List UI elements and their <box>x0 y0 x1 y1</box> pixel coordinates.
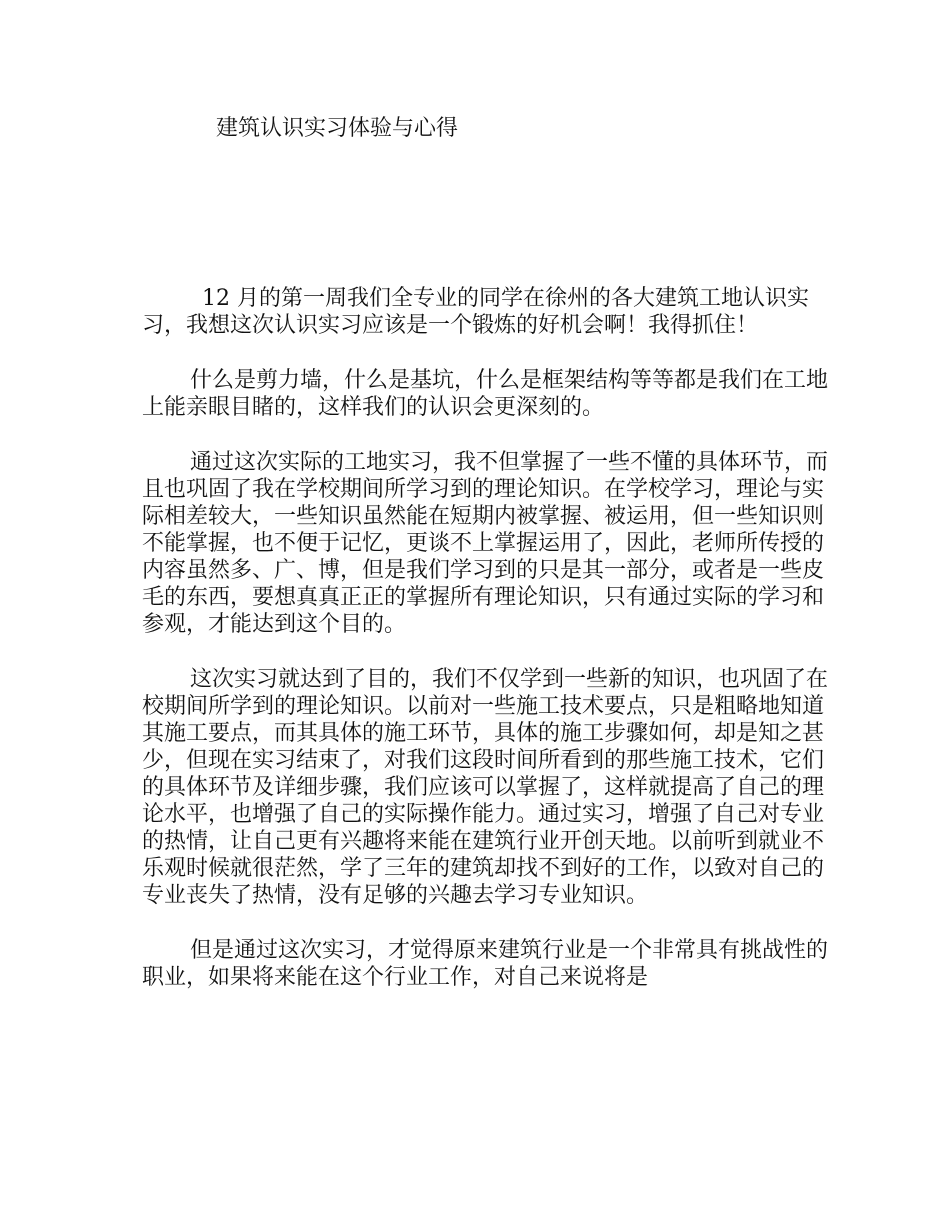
paragraph-5: 但是通过这次实习，才觉得原来建筑行业是一个非常具有挑战性的职业，如果将来能在这个行业工作，对自己来说将是 <box>142 938 829 990</box>
paragraph-4: 这次实习就达到了目的，我们不仅学到一些新的知识，也巩固了在校期间所学到的理论知识。以前对一些施工技术要点，只是粗略地知道其施工要点，而其具体的施工环节，具体的施工步骤如何，却是知之甚少，但现在实习结束了，对我们这段时间所看到的那些施工技术，它们的具体环节及详细步骤，我们应该可以掌握了，这样就提高了自己的理论水平，也增强了自己的实际操作能力。通过实习，增强了自己对专业的热情，让自己更有兴趣将来能在建筑行业开创天地。以前听到就业不乐观时候就很茫然，学了三年的建筑却找不到好的工作，以致对自己的专业丧失了热情，没有足够的兴趣去学习专业知识。 <box>142 667 829 908</box>
paragraph-3: 通过这次实际的工地实习，我不但掌握了一些不懂的具体环节，而且也巩固了我在学校期间所学习到的理论知识。在学校学习，理论与实际相差较大，一些知识虽然能在短期内被掌握、被运用，但一些知识则不能掌握，也不便于记忆，更谈不上掌握运用了，因此，老师所传授的内容虽然多、广、博，但是我们学习到的只是其一部分，或者是一些皮毛的东西，要想真真正正的掌握所有理论知识，只有通过实际的学习和参观，才能达到这个目的。 <box>142 450 829 637</box>
paragraph-1: 12 月的第一周我们全专业的同学在徐州的各大建筑工地认识实习，我想这次认识实习应该是一个锻炼的好机会啊！我得抓住！ <box>142 286 809 338</box>
document-body <box>142 285 832 1019</box>
paragraph-2: 什么是剪力墙，什么是基坑，什么是框架结构等等都是我们在工地上能亲眼目睹的，这样我们的认识会更深刻的。 <box>142 368 829 420</box>
document-title: 建筑认识实习体验与心得 <box>216 116 459 141</box>
